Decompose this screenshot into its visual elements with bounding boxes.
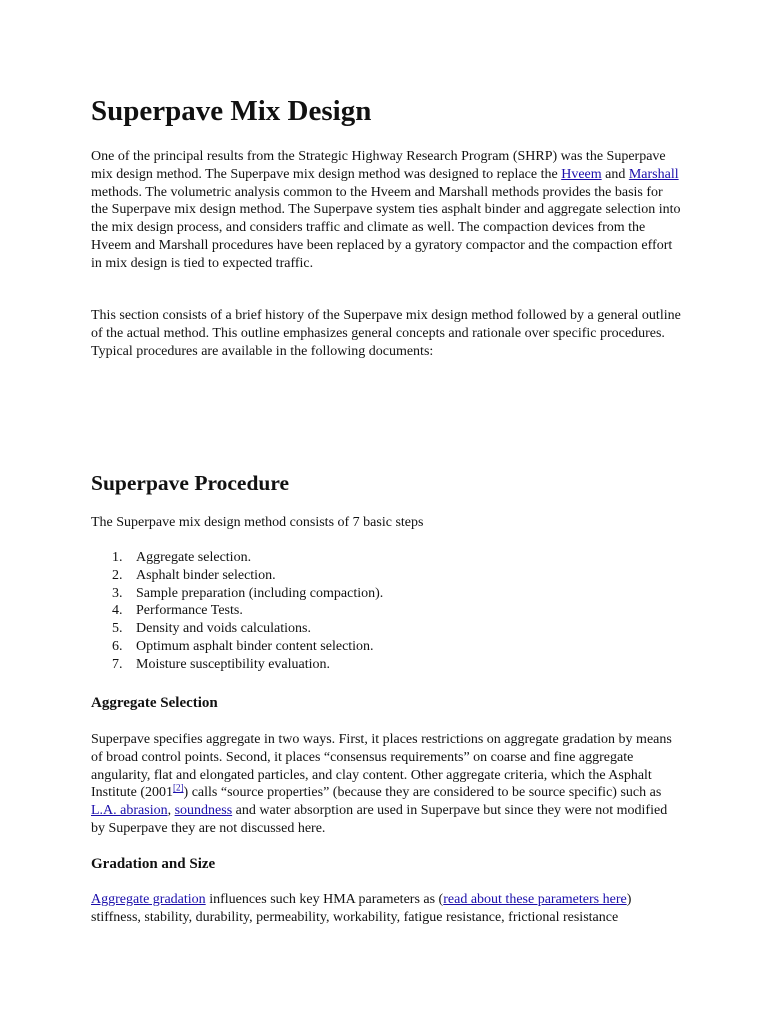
list-item — [112, 549, 383, 567]
list-item — [112, 567, 383, 585]
list-item — [112, 620, 383, 638]
step-number: 2. — [112, 567, 123, 583]
gradation-text-2: ) stiffness, stability, durability, permeability, workability, fatigue resistance, frictional resistance — [91, 892, 632, 925]
list-item — [112, 585, 384, 603]
aggregate-text-1: Superpave specifies aggregate in two ways. First, it places restrictions on aggregate gradation by means of broad control points. Second, it places “consensus requirements” on coarse and fine aggregate angularity, flat and elongated particles, and clay content. Other aggregate criteria, which the Asphalt Institute (2001 — [91, 732, 672, 801]
aggregate-selection-heading: Aggregate Selection — [91, 695, 218, 711]
aggregate-text-4: and water absorption are used in Superpave but since they were not modified by Superpave they are not discussed here. — [91, 803, 668, 836]
hveem-link[interactable]: Hveem — [561, 166, 602, 182]
step-text: Asphalt binder selection. — [136, 567, 276, 583]
step-number: 5. — [112, 621, 123, 637]
intro-paragraph — [91, 148, 683, 273]
intro-text-1: One of the principal results from the Strategic Highway Research Program (SHRP) was the Superpave mix design method. The Superpave mix design method was designed to replace the — [91, 149, 666, 182]
aggregate-gradation-link[interactable]: Aggregate gradation — [91, 892, 206, 907]
gradation-paragraph — [91, 891, 683, 927]
aggregate-text-3: , — [167, 803, 175, 819]
step-text: Density and voids calculations. — [136, 621, 311, 637]
gradation-size-heading: Gradation and Size — [91, 856, 216, 872]
step-text: Optimum asphalt binder content selection. — [136, 638, 374, 654]
step-number: 6. — [112, 638, 123, 654]
marshall-link[interactable]: Marshall — [628, 166, 679, 182]
step-text: Moisture susceptibility evaluation. — [136, 656, 331, 672]
step-text: Sample preparation (including compaction). — [136, 585, 384, 601]
page-title: Superpave Mix Design — [91, 95, 372, 127]
step-number: 7. — [112, 656, 123, 672]
aggregate-paragraph — [91, 731, 683, 838]
list-item — [112, 602, 383, 620]
intro-text-2: and — [601, 166, 629, 182]
step-number: 3. — [112, 585, 123, 601]
step-text: Performance Tests. — [136, 603, 243, 619]
aggregate-text-2: ) calls “source properties” (because they are considered to be source specific) such as — [183, 785, 662, 801]
read-parameters-link[interactable]: read about these parameters here — [443, 892, 627, 907]
list-item — [112, 638, 383, 656]
la-abrasion-link[interactable]: L.A. abrasion — [91, 803, 168, 819]
soundness-link[interactable]: soundness — [174, 803, 233, 819]
reference-2-link[interactable]: [2] — [173, 782, 184, 793]
procedure-steps-list — [91, 549, 383, 674]
gradation-text-1: influences such key HMA parameters as ( — [205, 892, 444, 907]
step-text: Aggregate selection. — [136, 550, 252, 565]
list-item — [112, 656, 383, 674]
step-number: 4. — [112, 603, 123, 619]
step-number: 1. — [112, 550, 123, 565]
procedure-lead: The Superpave mix design method consists of 7 basic steps — [91, 515, 424, 530]
intro-text-3: methods. The volumetric analysis common to the Hveem and Marshall methods provides the basis for the Superpave mix design method. The Superpave system ties asphalt binder and aggregate selection into the mix design process, and considers traffic and climate as well. The compaction devices from the Hveem and Marshall procedures have been replaced by a gyratory compactor and the compaction effort in mix design is tied to expected traffic. — [91, 184, 681, 271]
section-paragraph: This section consists of a brief history of the Superpave mix design method followed by a general outline of the actual method. This outline emphasizes general concepts and rationale over specific procedures. Typical procedures are available in the following documents: — [91, 308, 681, 359]
procedure-heading: Superpave Procedure — [91, 471, 290, 495]
